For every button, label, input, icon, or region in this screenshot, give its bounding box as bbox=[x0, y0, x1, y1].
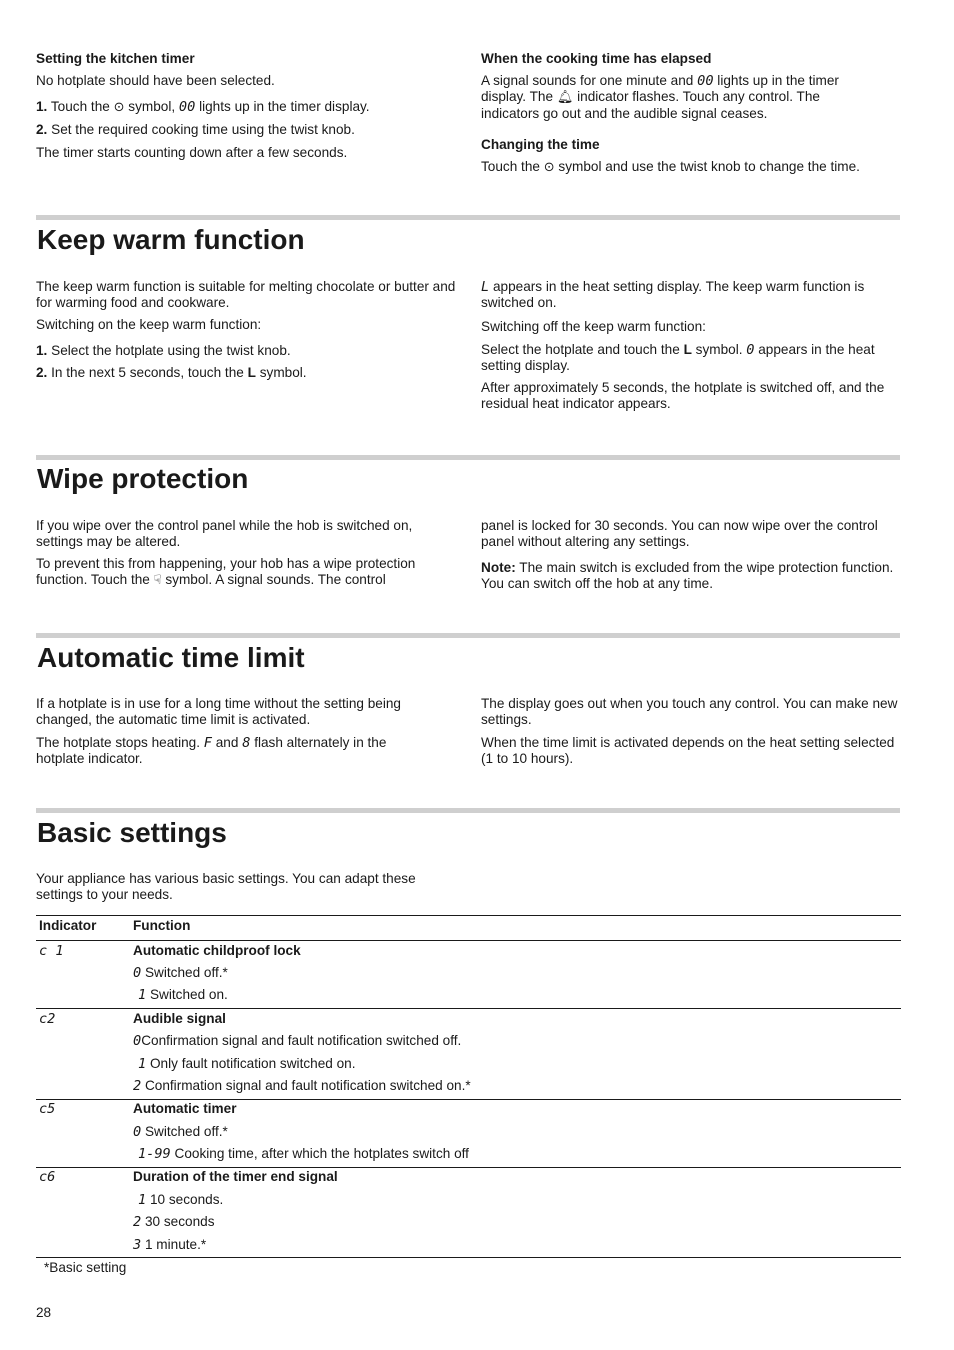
step-text: Select the hotplate using the twist knob. bbox=[51, 343, 291, 358]
display-segment: 0 bbox=[746, 342, 755, 358]
display-segment: 8 bbox=[242, 735, 251, 751]
elapsed-line-3: indicators go out and the audible signal ceases. bbox=[481, 106, 768, 121]
keep-warm-p2: Switching on the keep warm function: bbox=[36, 317, 262, 332]
option-row bbox=[133, 1078, 471, 1094]
clock-check-icon: ⊙ bbox=[543, 160, 555, 175]
keep-warm-title: Keep warm function bbox=[37, 224, 305, 255]
section-rule bbox=[36, 455, 900, 460]
text: lights up in the timer bbox=[717, 73, 839, 88]
text: and bbox=[215, 735, 239, 750]
wipe-r1: panel is locked for 30 seconds. You can now wipe over the control panel without altering any settings. bbox=[481, 518, 878, 549]
option-text: Cooking time, after which the hotplates switch off bbox=[174, 1146, 469, 1161]
wipe-right bbox=[481, 518, 903, 592]
col-header-function: Function bbox=[133, 918, 191, 933]
text: symbol and use the twist knob to change the time. bbox=[558, 159, 860, 174]
table-rule bbox=[36, 1099, 901, 1100]
text: appears in the heat setting display. The keep warm function is switched on. bbox=[481, 279, 865, 310]
keep-warm-p1: The keep warm function is suitable for melting chocolate or butter and for warming food and cookware. bbox=[36, 279, 456, 310]
basic-intro: Your appliance has various basic settings. You can adapt these settings to your needs. bbox=[36, 871, 416, 902]
option-code: 0 bbox=[133, 1033, 142, 1049]
text: A signal sounds for one minute and bbox=[481, 73, 694, 88]
keep-warm-left bbox=[36, 279, 456, 381]
step-text: lights up in the timer display. bbox=[199, 99, 370, 114]
option-code: 2 bbox=[133, 1078, 142, 1094]
auto-limit-p2d: hotplate indicator. bbox=[36, 751, 143, 766]
section-rule bbox=[36, 808, 900, 813]
display-segment: 00 bbox=[697, 73, 714, 89]
option-text: Only fault notification switched on. bbox=[149, 1056, 356, 1071]
indicator-code: c5 bbox=[39, 1101, 56, 1117]
option-text: 30 seconds bbox=[144, 1214, 215, 1229]
table-rule bbox=[36, 1257, 901, 1258]
elapsed-line-1 bbox=[481, 73, 903, 89]
option-row bbox=[133, 1214, 215, 1230]
option-code: 0 bbox=[133, 965, 142, 981]
option-text: 10 seconds. bbox=[149, 1192, 224, 1207]
option-row bbox=[133, 1033, 461, 1049]
text: appears in the heat setting display. bbox=[481, 342, 875, 373]
auto-limit-title: Automatic time limit bbox=[37, 642, 305, 673]
bell-icon: 🔔︎ bbox=[556, 90, 574, 105]
keep-warm-step-2 bbox=[36, 365, 456, 381]
keep-warm-right bbox=[481, 279, 903, 412]
l-symbol: L bbox=[683, 342, 692, 357]
keep-warm-r3 bbox=[481, 342, 903, 374]
keep-warm-r1 bbox=[481, 279, 903, 311]
basic-title: Basic settings bbox=[37, 817, 227, 848]
hand-wipe-icon: ☟ bbox=[153, 573, 162, 588]
text: flash alternately in the bbox=[254, 735, 387, 750]
wipe-p1: If you wipe over the control panel while the hob is switched on, settings may be altered. bbox=[36, 518, 413, 549]
text: function. Touch the bbox=[36, 572, 150, 587]
option-row bbox=[133, 965, 228, 981]
table-rule bbox=[36, 915, 901, 916]
keep-warm-r2: Switching off the keep warm function: bbox=[481, 319, 706, 334]
option-code: 1 bbox=[138, 987, 147, 1003]
display-segment: L bbox=[481, 279, 490, 295]
col-header-indicator: Indicator bbox=[39, 918, 97, 933]
auto-limit-r1: The display goes out when you touch any control. You can make new settings. bbox=[481, 696, 898, 727]
option-text: Switched on. bbox=[149, 987, 228, 1002]
text: symbol. A signal sounds. The control bbox=[165, 572, 386, 587]
l-symbol: L bbox=[247, 365, 256, 380]
table-rule bbox=[36, 1008, 901, 1009]
option-text: Confirmation signal and fault notification switched off. bbox=[141, 1033, 462, 1048]
changing-heading: Changing the time bbox=[481, 137, 600, 152]
wipe-title: Wipe protection bbox=[37, 463, 249, 494]
wipe-left bbox=[36, 518, 456, 589]
auto-limit-p1: If a hotplate is in use for a long time without the setting being changed, the automatic time limit is activated. bbox=[36, 696, 401, 727]
keep-warm-step-1 bbox=[36, 343, 456, 359]
function-name: Duration of the timer end signal bbox=[133, 1169, 338, 1184]
display-segment: 00 bbox=[178, 99, 196, 115]
step-text: Touch the bbox=[50, 99, 110, 114]
text: symbol. bbox=[695, 342, 743, 357]
section-rule bbox=[36, 215, 900, 220]
note-text: The main switch is excluded from the wipe protection function. You can switch off the hob at any time. bbox=[481, 560, 894, 591]
step-text: In the next 5 seconds, touch the bbox=[51, 365, 244, 380]
step-text: symbol, bbox=[128, 99, 176, 114]
text: Touch the bbox=[481, 159, 540, 174]
option-row bbox=[133, 1124, 228, 1140]
option-text: Switched off.* bbox=[144, 1124, 228, 1139]
elapsed-heading: When the cooking time has elapsed bbox=[481, 51, 712, 66]
text: Select the hotplate and touch the bbox=[481, 342, 680, 357]
step-text: Set the required cooking time using the twist knob. bbox=[51, 122, 355, 137]
display-segment: F bbox=[203, 735, 212, 751]
function-name: Audible signal bbox=[133, 1011, 226, 1026]
elapsed-section bbox=[481, 51, 903, 176]
option-row bbox=[138, 987, 228, 1003]
table-rule bbox=[36, 1167, 901, 1168]
wipe-p2b bbox=[36, 572, 456, 589]
text: The hotplate stops heating. bbox=[36, 735, 200, 750]
timer-intro: No hotplate should have been selected. bbox=[36, 73, 275, 88]
auto-limit-left bbox=[36, 696, 456, 767]
timer-outro: The timer starts counting down after a few seconds. bbox=[36, 145, 348, 160]
step-text: symbol. bbox=[259, 365, 307, 380]
auto-limit-r2: When the time limit is activated depends on the heat setting selected (1 to 10 hours). bbox=[481, 735, 895, 766]
option-text: Confirmation signal and fault notification switched on.* bbox=[144, 1078, 471, 1093]
table-rule bbox=[36, 940, 901, 941]
step-number: 1. bbox=[36, 99, 48, 114]
option-text: Switched off.* bbox=[144, 965, 228, 980]
changing-text bbox=[481, 159, 903, 176]
page-number: 28 bbox=[36, 1305, 52, 1320]
section-rule bbox=[36, 633, 900, 638]
option-row bbox=[138, 1192, 223, 1208]
auto-limit-p2 bbox=[36, 735, 456, 751]
clock-check-icon: ⊙ bbox=[113, 100, 125, 115]
timer-section bbox=[36, 51, 456, 161]
option-code: 1-99 bbox=[138, 1146, 171, 1162]
option-code: 1 bbox=[138, 1056, 147, 1072]
option-code: 2 bbox=[133, 1214, 142, 1230]
timer-step-2 bbox=[36, 122, 456, 138]
step-number: 1. bbox=[36, 343, 48, 358]
auto-limit-right bbox=[481, 696, 903, 767]
note-label: Note: bbox=[481, 560, 516, 575]
option-row bbox=[138, 1146, 469, 1162]
option-row bbox=[133, 1237, 206, 1253]
option-code: 1 bbox=[138, 1192, 147, 1208]
timer-step-1 bbox=[36, 99, 456, 116]
wipe-note bbox=[481, 560, 903, 592]
timer-heading: Setting the kitchen timer bbox=[36, 51, 195, 66]
function-name: Automatic timer bbox=[133, 1101, 237, 1116]
indicator-code: c2 bbox=[39, 1011, 56, 1027]
option-row bbox=[138, 1056, 356, 1072]
step-number: 2. bbox=[36, 365, 48, 380]
text: display. The bbox=[481, 89, 554, 104]
option-text: 1 minute.* bbox=[144, 1237, 207, 1252]
option-code: 0 bbox=[133, 1124, 142, 1140]
function-name: Automatic childproof lock bbox=[133, 943, 301, 958]
table-footnote: *Basic setting bbox=[44, 1260, 127, 1275]
elapsed-line-2 bbox=[481, 89, 903, 106]
wipe-p2a: To prevent this from happening, your hob has a wipe protection bbox=[36, 556, 416, 571]
text: indicator flashes. Touch any control. The bbox=[577, 89, 820, 104]
indicator-code: c 1 bbox=[39, 943, 64, 959]
indicator-code: c6 bbox=[39, 1169, 56, 1185]
step-number: 2. bbox=[36, 122, 48, 137]
option-code: 3 bbox=[133, 1237, 142, 1253]
keep-warm-r4: After approximately 5 seconds, the hotplate is switched off, and the residual heat indicator appears. bbox=[481, 380, 885, 411]
